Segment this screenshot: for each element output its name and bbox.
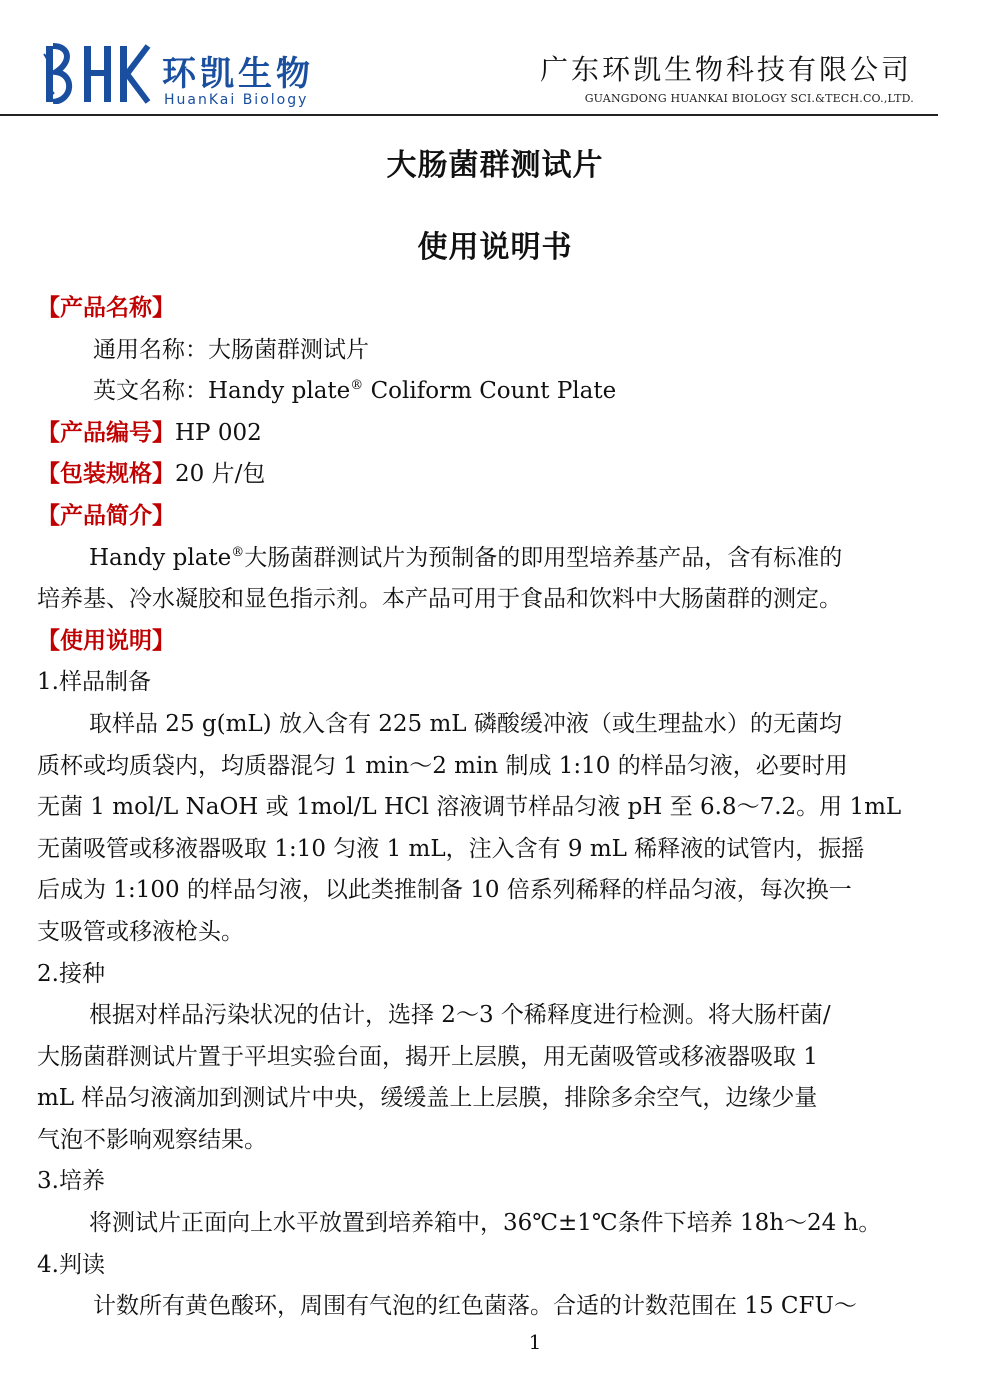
intro-line-2: 培养基、冷水凝胶和显色指示剂。本产品可用于食品和饮料中大肠菌群的测定。 [37, 586, 842, 613]
step-4-title: 4.判读 [37, 1251, 105, 1278]
step-1-line: 取样品 25 g(mL) 放入含有 225 mL 磷酸缓冲液（或生理盐水）的无菌均 [89, 710, 842, 737]
registered-mark: ® [350, 378, 364, 394]
step-2-line: 根据对样品污染状况的估计，选择 2～3 个稀释度进行检测。将大肠杆菌/ [89, 1002, 831, 1029]
section-heading-product-name: 【产品名称】 [37, 295, 175, 321]
page-header [0, 0, 990, 118]
intro-text-1: 大肠菌群测试片为预制备的即用型培养基产品，含有标准的 [244, 544, 843, 571]
page-number: 1 [528, 1330, 542, 1354]
english-name-brand: Handy plate [208, 378, 351, 405]
step-1-line: 质杯或均质袋内，均质器混匀 1 min～2 min 制成 1:10 的样品匀液，必要时用 [37, 752, 848, 779]
section-heading-package: 【包装规格】 [37, 461, 175, 488]
product-code-value: HP 002 [175, 419, 262, 446]
english-name-row [37, 371, 942, 413]
product-code-row [37, 413, 942, 455]
package-value: 20 片/包 [175, 461, 266, 488]
intro-line-1 [37, 538, 942, 580]
section-heading-intro: 【产品简介】 [37, 502, 175, 529]
step-1-line: 后成为 1:100 的样品匀液，以此类推制备 10 倍系列稀释的样品匀液，每次换一 [37, 877, 852, 904]
section-heading-product-code: 【产品编号】 [37, 419, 175, 446]
section-heading-usage: 【使用说明】 [37, 627, 175, 654]
step-3-line: 将测试片正面向上水平放置到培养箱中，36℃±1℃条件下培养 18h～24 h。 [89, 1210, 882, 1237]
bhk-logo-icon [40, 42, 152, 104]
document-body [37, 288, 942, 1328]
step-1-line: 无菌吸管或移液器吸取 1:10 匀液 1 mL，注入含有 9 mL 稀释液的试管内，振摇 [37, 835, 865, 862]
english-name-rest: Coliform Count Plate [363, 378, 617, 405]
company-logo [40, 40, 314, 112]
logo-english-name: HuanKai Biology [164, 92, 309, 108]
common-name-row [37, 330, 942, 372]
company-name-english: GUANGDONG HUANKAI BIOLOGY SCI.&TECH.CO.,LTD. [584, 92, 914, 105]
english-name-label: 英文名称： [93, 378, 208, 405]
step-1-line: 无菌 1 mol/L NaOH 或 1mol/L HCl 溶液调节样品匀液 pH 至 6.8～7.2。用 1mL [37, 794, 902, 821]
step-3-title: 3.培养 [37, 1168, 105, 1195]
document-subtitle: 使用说明书 [417, 230, 573, 265]
intro-registered-mark: ® [231, 544, 245, 560]
step-1-line: 支吸管或移液枪头。 [37, 918, 244, 945]
logo-chinese-name: 环凯生物 [162, 54, 314, 94]
company-name-chinese: 广东环凯生物科技有限公司 [539, 53, 912, 86]
header-divider [0, 114, 938, 116]
package-row [37, 454, 942, 496]
step-2-line: mL 样品匀液滴加到测试片中央，缓缓盖上上层膜，排除多余空气，边缘少量 [37, 1085, 818, 1112]
intro-brand: Handy plate [89, 544, 232, 571]
step-1-title: 1.样品制备 [37, 669, 151, 696]
document-title: 大肠菌群测试片 [386, 148, 604, 183]
step-2-line: 气泡不影响观察结果。 [37, 1126, 267, 1153]
step-2-line: 大肠菌群测试片置于平坦实验台面，揭开上层膜，用无菌吸管或移液器吸取 1 [37, 1043, 818, 1070]
step-4-line: 计数所有黄色酸环，周围有气泡的红色菌落。合适的计数范围在 15 CFU～ [93, 1293, 857, 1320]
common-name-label: 通用名称： [93, 336, 208, 363]
step-2-title: 2.接种 [37, 960, 105, 987]
common-name-value: 大肠菌群测试片 [208, 336, 369, 363]
